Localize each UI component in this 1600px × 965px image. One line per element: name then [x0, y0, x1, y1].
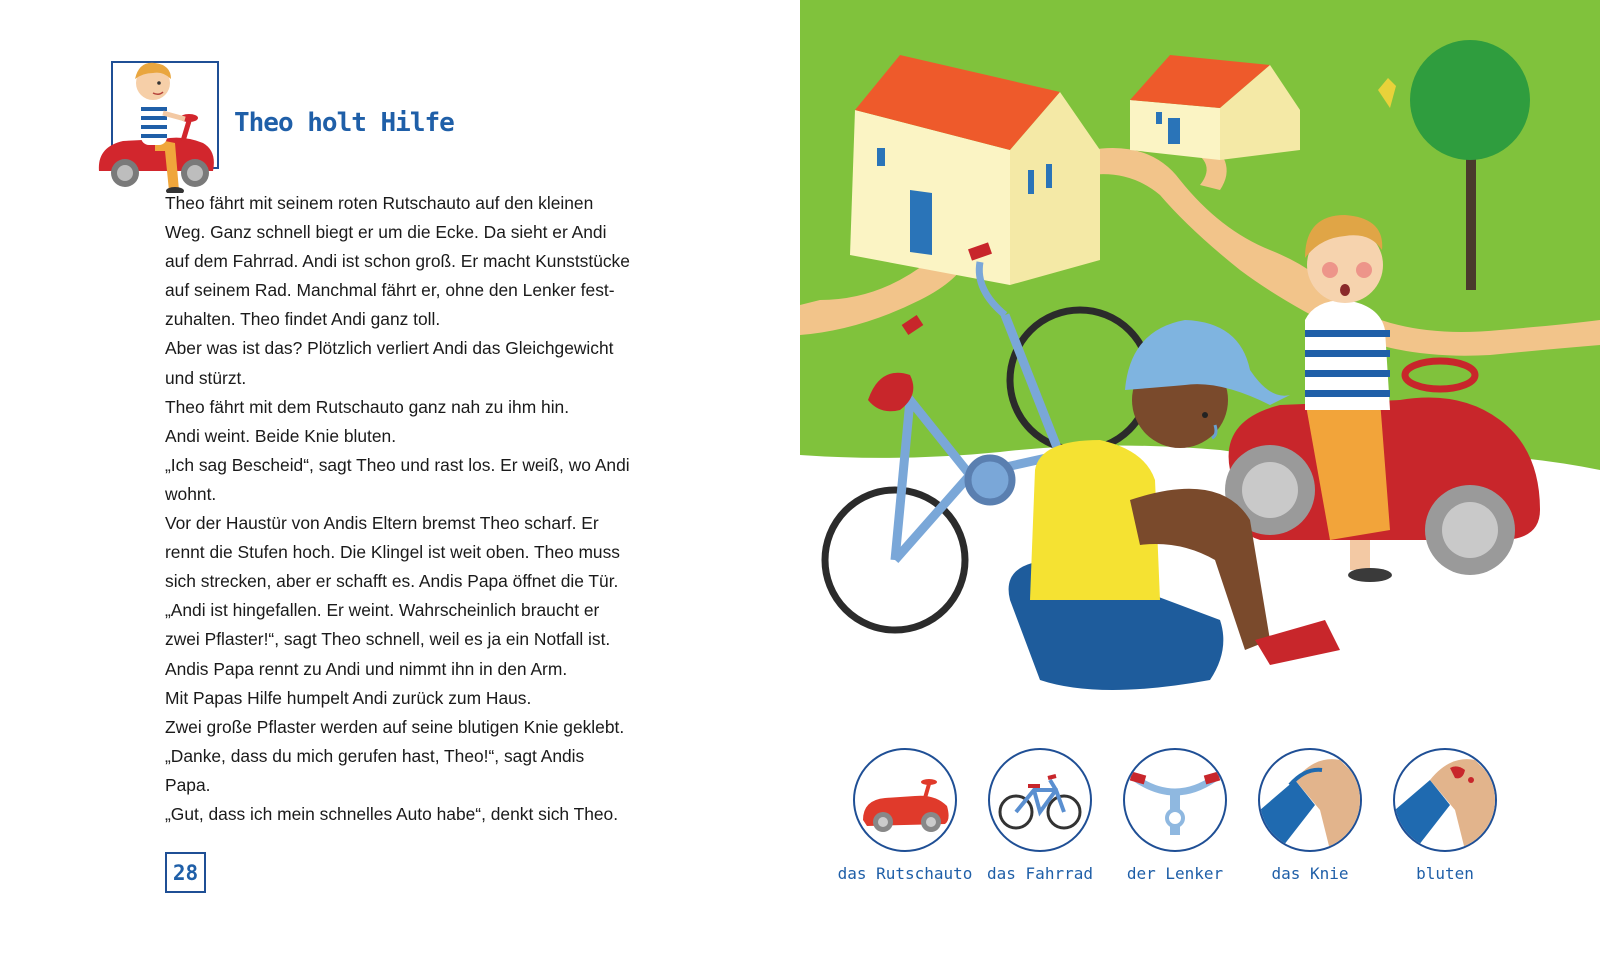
- right-page: [800, 0, 1600, 965]
- page-title: Theo holt Hilfe: [234, 108, 454, 138]
- story-line: „Gut, dass ich mein schnelles Auto habe“, denkt sich Theo.: [165, 803, 619, 824]
- story-line: „Danke, dass du mich gerufen hast, Theo!“, sagt Andis: [165, 745, 585, 766]
- story-line: auf seinem Rad. Manchmal fährt er, ohne den Lenker fest-: [165, 280, 615, 301]
- story-line: Vor der Haustür von Andis Eltern bremst Theo scharf. Er: [165, 513, 599, 534]
- vocab-label: das Rutschauto: [837, 864, 973, 883]
- story-illustration: [800, 0, 1600, 720]
- story-line: zuhalten. Theo findet Andi ganz toll.: [165, 309, 441, 330]
- story-text: [165, 189, 685, 829]
- story-line: Zwei große Pflaster werden auf seine blutigen Knie geklebt.: [165, 716, 625, 737]
- vocab-label: der Lenker: [1126, 864, 1224, 883]
- vocab-item: [1123, 748, 1227, 883]
- vocab-item: [988, 748, 1092, 883]
- handlebar-icon: [1123, 748, 1227, 852]
- vocab-label: das Knie: [1271, 864, 1349, 883]
- story-line: Andi weint. Beide Knie bluten.: [165, 425, 397, 446]
- story-line: Weg. Ganz schnell biegt er um die Ecke. Da sieht er Andi: [165, 222, 607, 243]
- story-line: wohnt.: [165, 483, 217, 504]
- story-line: Andis Papa rennt zu Andi und nimmt ihn in den Arm.: [165, 658, 568, 679]
- story-line: Papa.: [165, 774, 211, 795]
- story-line: Theo fährt mit seinem roten Rutschauto auf den kleinen: [165, 193, 594, 213]
- vocab-item: [837, 748, 973, 883]
- vocab-label: das Fahrrad: [987, 864, 1093, 883]
- boy-on-ride-on-car-icon: [93, 43, 233, 193]
- ride-on-car-icon: [853, 748, 957, 852]
- story-line: auf dem Fahrrad. Andi ist schon groß. Er macht Kunststücke: [165, 251, 630, 272]
- story-line: rennt die Stufen hoch. Die Klingel ist weit oben. Theo muss: [165, 542, 620, 563]
- story-line: und stürzt.: [165, 367, 247, 388]
- knee-icon: [1258, 748, 1362, 852]
- chapter-icon-box: [111, 61, 219, 169]
- bleeding-knee-icon: [1393, 748, 1497, 852]
- story-line: „Ich sag Bescheid“, sagt Theo und rast los. Er weiß, wo Andi: [165, 454, 630, 475]
- bicycle-icon: [988, 748, 1092, 852]
- story-line: Theo fährt mit dem Rutschauto ganz nah zu ihm hin.: [165, 396, 570, 417]
- story-line: Aber was ist das? Plötzlich verliert Andi das Gleichgewicht: [165, 338, 614, 359]
- vocab-item: [1258, 748, 1362, 883]
- story-line: sich strecken, aber er schafft es. Andis Papa öffnet die Tür.: [165, 571, 619, 592]
- story-line: Mit Papas Hilfe humpelt Andi zurück zum Haus.: [165, 687, 532, 708]
- story-line: zwei Pflaster!“, sagt Theo schnell, weil es ja ein Notfall ist.: [165, 629, 611, 650]
- vocab-item: [1393, 748, 1497, 883]
- story-line: „Andi ist hingefallen. Er weint. Wahrscheinlich braucht er: [165, 600, 600, 621]
- vocab-label: bluten: [1416, 864, 1474, 883]
- page-number: 28: [165, 852, 206, 893]
